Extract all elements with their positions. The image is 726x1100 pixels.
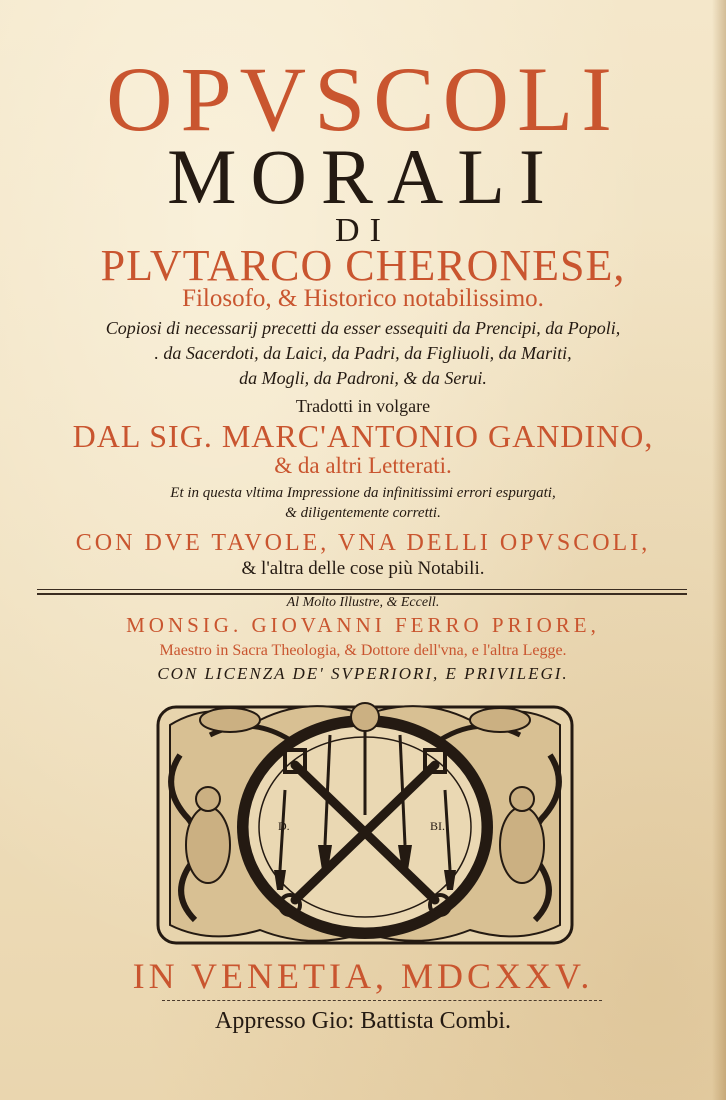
license-line: CON LICENZA DE' SVPERIORI, E PRIVILEGI. [157, 664, 569, 683]
edition-line-1: Et in questa vltima Impressione da infinitissimi errori espurgati, [170, 485, 556, 501]
title-line-di: DI [335, 212, 391, 249]
printer-line: Appresso Gio: Battista Combi. [215, 1008, 511, 1034]
dedicatee-line: MONSIG. GIOVANNI FERRO PRIORE, [126, 613, 600, 637]
translated-line: Tradotti in volgare [295, 396, 431, 416]
imprint-rule [162, 1000, 602, 1001]
tables-line: CON DVE TAVOLE, VNA DELLI OPVSCOLI, [75, 530, 651, 556]
imprint-place-date: IN VENETIA, MDCXXV. [132, 956, 594, 996]
printers-device-crossed-keys-icon [150, 695, 580, 950]
author-line: PLVTARCO CHERONESE, [100, 241, 626, 290]
title-line-morali: MORALI [167, 133, 559, 220]
divider-rule-thin [37, 589, 687, 590]
notabili-line: & l'altra delle cose più Notabili. [241, 558, 485, 579]
device-left-letters: D. [278, 819, 290, 833]
author-description: Filosofo, & Historico notabilissimo. [182, 285, 544, 312]
edition-line-2: & diligentemente corretti. [285, 505, 441, 521]
title-line-opuscoli: OPVSCOLI [106, 48, 620, 150]
subtitle-line-1: Copiosi di necessarij precetti da esser essequiti da Prencipi, da Popoli, [105, 318, 621, 338]
subtitle-line-2: . da Sacerdoti, da Laici, da Padri, da Figliuoli, da Mariti, [154, 343, 572, 363]
subtitle-line-3: da Mogli, da Padroni, & da Serui. [239, 368, 487, 388]
dedicatee-title: Maestro in Sacra Theologia, & Dottore dell'vna, e l'altra Legge. [159, 642, 567, 659]
device-right-letters: BI. [430, 819, 445, 833]
translator-line: DAL SIG. MARC'ANTONIO GANDINO, [72, 418, 654, 454]
dedication-intro: Al Molto Illustre, & Eccell. [286, 595, 440, 610]
other-letterati-line: & da altri Letterati. [274, 453, 452, 478]
